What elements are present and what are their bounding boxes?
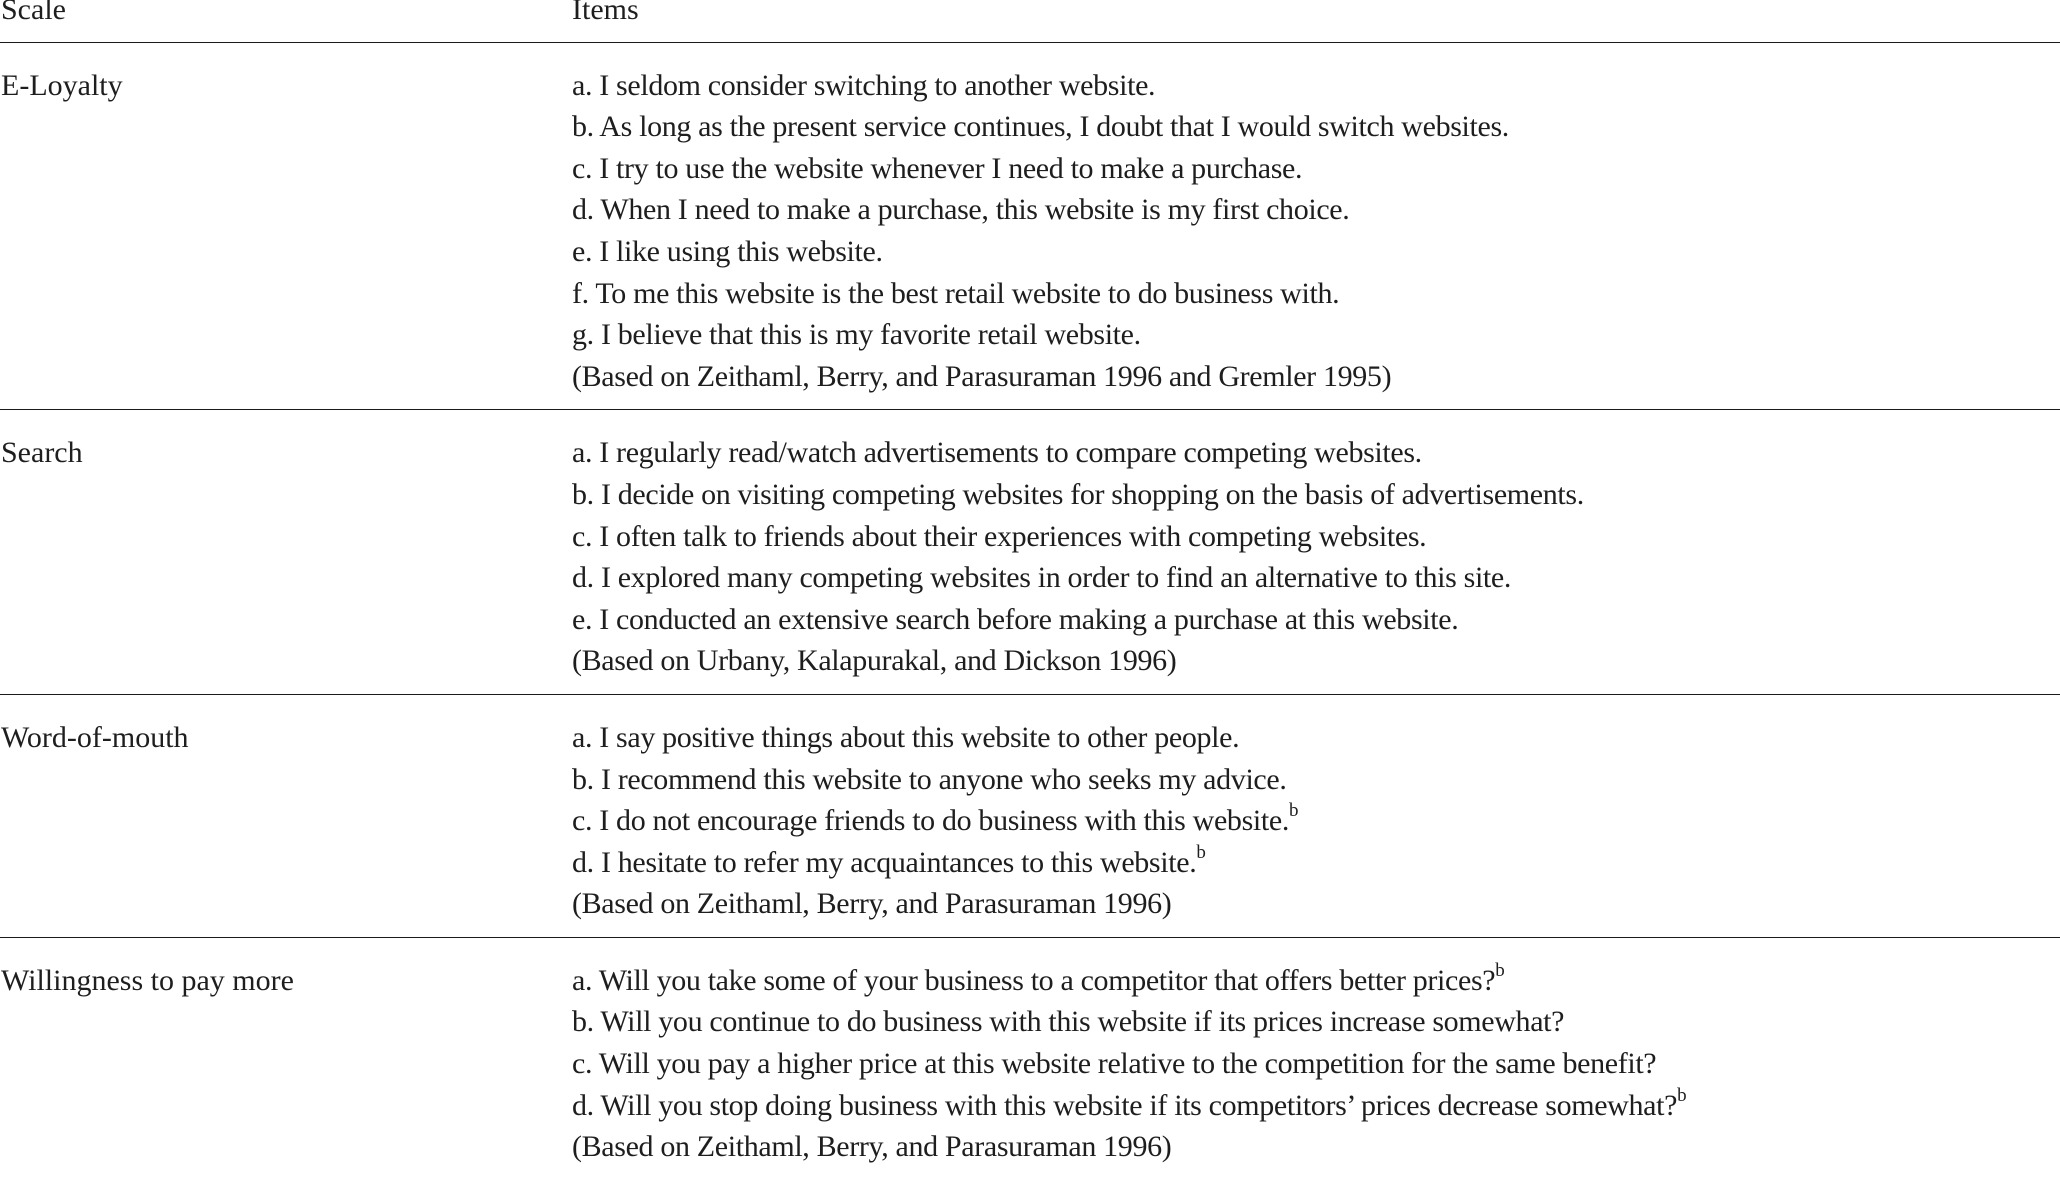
table-row-willingness-to-pay-more [0, 938, 2060, 1180]
items-list [572, 65, 2060, 398]
items-list [572, 717, 2060, 925]
item-line: b. I recommend this website to anyone who seeks my advice. [572, 762, 1287, 796]
scale-name: Word-of-mouth [1, 720, 189, 754]
item-line: d. I hesitate to refer my acquaintances to this website.$^b$ [572, 841, 1206, 879]
item-line: c. I try to use the website whenever I need to make a purchase. [572, 151, 1303, 185]
source-citation: (Based on Zeithaml, Berry, and Parasuraman 1996) [572, 887, 1172, 921]
footnote-marker: b [1495, 959, 1505, 981]
items-list [572, 960, 2060, 1168]
scale-name: E-Loyalty [1, 68, 123, 102]
item-line: b. As long as the present service continues, I doubt that I would switch websites. [572, 110, 1509, 144]
table-row-word-of-mouth [0, 695, 2060, 938]
header-scale: Scale [1, 0, 66, 26]
footnote-marker: b [1677, 1084, 1687, 1106]
header-items: Items [572, 0, 639, 26]
item-line: b. Will you continue to do business with this website if its prices increase somewhat? [572, 1005, 1565, 1039]
item-line: d. Will you stop doing business with this website if its competitors’ prices decrease somewhat?$^b$ [572, 1084, 1687, 1122]
item-line: e. I like using this website. [572, 234, 883, 268]
table-header-row [0, 0, 2060, 43]
source-citation: (Based on Zeithaml, Berry, and Parasuraman 1996 and Gremler 1995) [572, 359, 1392, 393]
item-line: d. When I need to make a purchase, this website is my first choice. [572, 193, 1350, 227]
item-line: d. I explored many competing websites in order to find an alternative to this site. [572, 561, 1512, 595]
source-citation: (Based on Urbany, Kalapurakal, and Dickson 1996) [572, 644, 1177, 678]
scale-name: Willingness to pay more [1, 963, 294, 997]
source-citation: (Based on Zeithaml, Berry, and Parasuraman 1996) [572, 1130, 1172, 1164]
scale-name: Search [1, 436, 83, 470]
item-line: g. I believe that this is my favorite retail website. [572, 318, 1141, 352]
item-line: a. I say positive things about this website to other people. [572, 720, 1240, 754]
footnote-marker: b [1196, 841, 1206, 863]
footnote-marker: b [1288, 800, 1299, 822]
item-line: c. I do not encourage friends to do business with this website.$^b$ [572, 800, 1299, 838]
item-line: a. I seldom consider switching to another website. [572, 68, 1156, 102]
item-line: c. I often talk to friends about their experiences with competing websites. [572, 519, 1427, 553]
items-list [572, 432, 2060, 682]
item-line: a. Will you take some of your business to a competitor that offers better prices?$^b$ [572, 959, 1505, 997]
item-line: c. Will you pay a higher price at this website relative to the competition for the same benefit? [572, 1047, 1657, 1081]
item-line: e. I conducted an extensive search before making a purchase at this website. [572, 602, 1459, 636]
item-line: a. I regularly read/watch advertisements to compare competing websites. [572, 436, 1422, 470]
item-line: b. I decide on visiting competing websites for shopping on the basis of advertisements. [572, 477, 1584, 511]
table-row-search [0, 410, 2060, 695]
table-row-e-loyalty [0, 43, 2060, 411]
item-line: f. To me this website is the best retail website to do business with. [572, 276, 1340, 310]
